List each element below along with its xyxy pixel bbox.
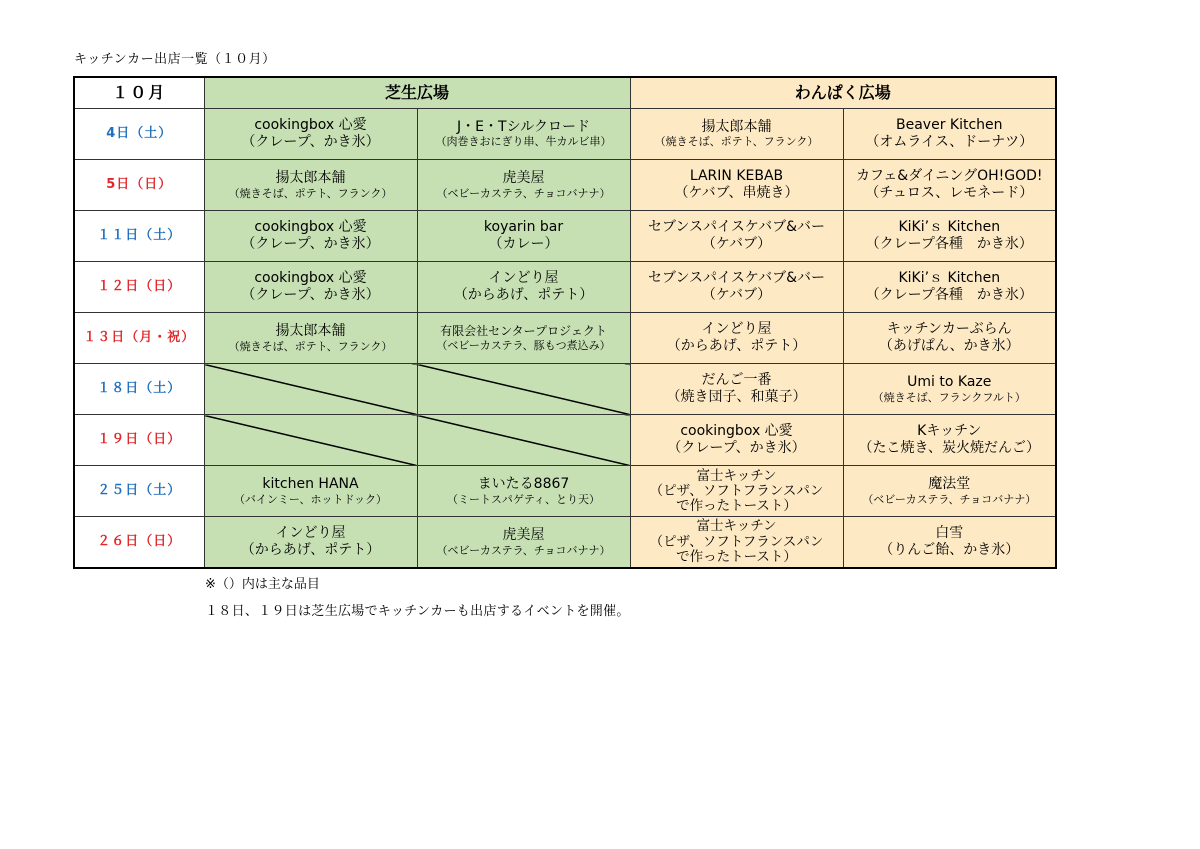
vendor-name: Beaver Kitchen [896, 116, 1003, 133]
vendor-items: （オムライス、ドーナツ） [865, 133, 1034, 150]
vendor-cell [843, 210, 1056, 261]
vendor-cell [843, 261, 1056, 312]
vendor-cell [417, 261, 630, 312]
vendor-cell [630, 108, 843, 159]
empty-slot-cell [204, 364, 417, 415]
vendor-name: まいたる8867 [477, 476, 570, 493]
schedule-row [74, 210, 1056, 261]
vendor-name: kitchen HANA [262, 476, 359, 493]
schedule-row [74, 312, 1056, 363]
vendor-name: KiKi’ｓ Kitchen [898, 270, 1001, 287]
vendor-items: （あげぱん、かき氷） [878, 337, 1020, 354]
vendor-items: （ベビーカステラ、チョコバナナ） [436, 543, 611, 557]
vendor-cell [630, 364, 843, 415]
schedule-row [74, 415, 1056, 466]
schedule-table [73, 76, 1057, 569]
vendor-cell [630, 159, 843, 210]
vendor-cell [204, 466, 417, 517]
vendor-name: J・E・Tシルクロード [457, 118, 590, 135]
vendor-cell [843, 312, 1056, 363]
vendor-cell [630, 517, 843, 568]
vendor-name: Kキッチン [917, 423, 982, 440]
date-cell: １９日（日） [74, 415, 204, 466]
wanpaku-plaza-header: わんぱく広場 [630, 77, 1056, 108]
vendor-items: （焼きそば、ポテト、フランク） [228, 339, 393, 353]
vendor-cell [204, 312, 417, 363]
vendor-name: 魔法堂 [928, 476, 971, 493]
vendor-items: （カレー） [488, 235, 559, 252]
vendor-items: （クレープ、かき氷） [241, 286, 380, 303]
vendor-cell [630, 312, 843, 363]
vendor-items: （ケバブ） [701, 286, 772, 303]
vendor-items: （ケバブ、串焼き） [674, 184, 799, 201]
vendor-cell [630, 261, 843, 312]
vendor-name: 揚太郎本舗 [275, 169, 346, 186]
vendor-name: 虎美屋 [502, 169, 545, 186]
vendor-cell [843, 159, 1056, 210]
schedule-row [74, 108, 1056, 159]
vendor-items: （ピザ、ソフトフランスパン [649, 533, 824, 550]
vendor-items: （肉巻きおにぎり串、牛カルビ串） [435, 135, 612, 149]
vendor-items: （ベビーカステラ、チョコバナナ） [862, 493, 1037, 507]
vendor-name: だんご一番 [701, 372, 772, 389]
vendor-cell [843, 517, 1056, 568]
header-row [74, 77, 1056, 108]
vendor-items: （ミートスパゲティ、とり天） [447, 493, 601, 507]
vendor-name: 富士キッチン [696, 518, 777, 535]
vendor-cell [204, 261, 417, 312]
schedule-row [74, 517, 1056, 568]
footnote-items: ※（）内は主な品目 [205, 577, 320, 592]
vendor-items-continued: で作ったトースト） [676, 497, 797, 514]
date-cell: １１日（土） [74, 210, 204, 261]
vendor-items-continued: で作ったトースト） [676, 548, 797, 565]
document-title: キッチンカー出店一覧（１０月） [74, 52, 276, 67]
vendor-cell [417, 517, 630, 568]
vendor-items: （ピザ、ソフトフランスパン [649, 482, 824, 499]
vendor-items: （ベビーカステラ、チョコバナナ） [436, 186, 611, 200]
vendor-name: キッチンカーぶらん [886, 321, 1012, 338]
schedule-row [74, 364, 1056, 415]
vendor-cell [204, 159, 417, 210]
vendor-cell [843, 415, 1056, 466]
vendor-name: カフェ&ダイニングOH!GOD! [856, 167, 1043, 184]
vendor-cell [630, 210, 843, 261]
vendor-cell [843, 108, 1056, 159]
vendor-name: Umi to Kaze [907, 374, 992, 391]
vendor-items: （クレープ各種 かき氷） [865, 235, 1033, 252]
schedule-row [74, 159, 1056, 210]
vendor-name: セブンスパイスケバブ&バー [648, 219, 825, 235]
vendor-items: （焼きそば、ポテト、フランク） [654, 135, 819, 149]
vendor-items: （クレープ各種 かき氷） [865, 286, 1033, 303]
vendor-name: 富士キッチン [696, 467, 777, 484]
vendor-cell [417, 466, 630, 517]
vendor-name: cookingbox 心愛 [254, 270, 367, 287]
empty-slot-cell [204, 415, 417, 466]
vendor-cell [417, 312, 630, 363]
vendor-cell [417, 159, 630, 210]
date-cell: ２６日（日） [74, 517, 204, 568]
vendor-cell [630, 415, 843, 466]
date-cell: １３日（月・祝） [74, 312, 204, 363]
vendor-items: （からあげ、ポテト） [453, 286, 594, 303]
vendor-name: 揚太郎本舗 [701, 118, 772, 135]
vendor-name: KiKi’ｓ Kitchen [898, 219, 1001, 235]
vendor-cell [843, 364, 1056, 415]
vendor-name: 虎美屋 [502, 527, 545, 544]
vendor-items: （ケバブ） [701, 235, 772, 252]
footnote-event: １８日、１９日は芝生広場でキッチンカーも出店するイベントを開催。 [205, 604, 630, 619]
vendor-name: cookingbox 心愛 [254, 219, 367, 235]
vendor-name: 白雪 [935, 525, 964, 542]
vendor-name: cookingbox 心愛 [254, 116, 367, 133]
vendor-cell [630, 466, 843, 517]
vendor-name: セブンスパイスケバブ&バー [648, 270, 825, 287]
vendor-items: （からあげ、ポテト） [666, 337, 807, 354]
vendor-items: （ベビーカステラ、豚もつ煮込み） [436, 338, 611, 352]
vendor-name: インどり屋 [275, 525, 346, 542]
schedule-row [74, 466, 1056, 517]
vendor-items: （クレープ、かき氷） [241, 235, 380, 252]
empty-slot-cell [417, 364, 630, 415]
month-header: １０月 [74, 77, 204, 108]
vendor-items: （クレープ、かき氷） [667, 440, 806, 457]
date-cell: ２５日（土） [74, 466, 204, 517]
vendor-cell [843, 466, 1056, 517]
vendor-cell [204, 108, 417, 159]
shiba-plaza-header: 芝生広場 [204, 77, 630, 108]
vendor-items: （たこ焼き、炭火焼だんご） [858, 440, 1040, 457]
date-cell: 4日（土） [74, 108, 204, 159]
date-cell: １８日（土） [74, 364, 204, 415]
vendor-cell [417, 210, 630, 261]
date-cell: 5日（日） [74, 159, 204, 210]
vendor-name: LARIN KEBAB [689, 167, 784, 184]
vendor-name: インどり屋 [701, 321, 772, 338]
vendor-name: cookingbox 心愛 [680, 423, 793, 440]
vendor-items: （焼きそば、フランクフルト） [872, 390, 1026, 404]
vendor-items: （りんご飴、かき氷） [879, 542, 1020, 559]
vendor-cell [204, 210, 417, 261]
empty-slot-cell [417, 415, 630, 466]
vendor-items: （からあげ、ポテト） [240, 542, 381, 559]
vendor-name: インどり屋 [488, 270, 559, 287]
vendor-name: 有限会社センタープロジェクト [440, 324, 607, 339]
date-cell: １２日（日） [74, 261, 204, 312]
schedule-row [74, 261, 1056, 312]
vendor-cell [417, 108, 630, 159]
vendor-items: （バインミー、ホットドック） [233, 493, 388, 507]
vendor-items: （クレープ、かき氷） [241, 133, 380, 150]
vendor-name: 揚太郎本舗 [275, 322, 346, 339]
vendor-cell [204, 517, 417, 568]
vendor-items: （チュロス、レモネード） [865, 184, 1034, 201]
vendor-items: （焼きそば、ポテト、フランク） [228, 186, 393, 200]
vendor-name: koyarin bar [483, 219, 564, 235]
vendor-items: （焼き団子、和菓子） [666, 389, 807, 406]
